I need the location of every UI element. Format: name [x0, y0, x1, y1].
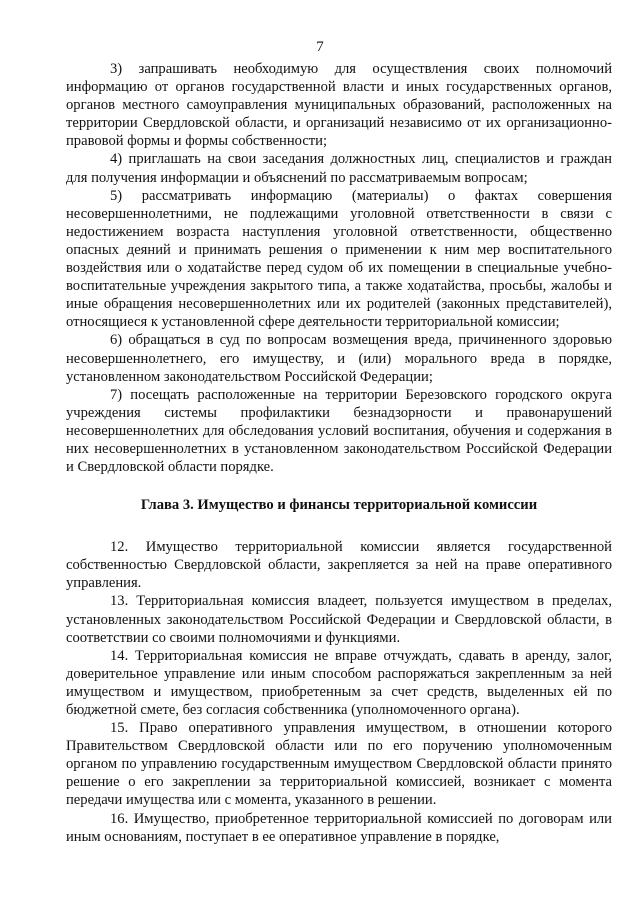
clause-15: 15. Право оперативного управления имуществом, в отношении которого Правительством Свердловской области или по его поручению уполномоченным органом по управлению государственным имуществом Свердловской области принято решение о его закреплении за территориальной комиссией, возникает с момента передачи имущества или с момента, указанного в решении. [66, 720, 612, 809]
list-item-4: 4) приглашать на свои заседания должностных лиц, специалистов и граждан для получения информации и объяснений по рассматриваемым вопросам; [66, 151, 612, 186]
list-item-7: 7) посещать расположенные на территории Березовского городского округа учреждения системы профилактики безнадзорности и правонарушений несовершеннолетних для обследования условий воспитания, обучения и содержания в них несовершеннолетних в установленном законодательством Российской Федерации и Свердловской области порядке. [66, 386, 612, 476]
list-item-5: 5) рассматривать информацию (материалы) о фактах совершения несовершеннолетними, не подлежащими уголовной ответственности в связи с недостижением возраста наступления уголовной ответственности, общественно опасных деяний и принимать решения о применении к ним мер воспитательного воздействия или о ходатайстве перед судом об их помещении в специальные учебно-воспитательные учреждения закрытого типа, а также ходатайства, просьбы, жалобы и иные обращения несовершеннолетних или их родителей (законных представителей), относящиеся к установленной сфере деятельности территориальной комиссии; [66, 187, 612, 331]
chapter-heading: Глава 3. Имущество и финансы территориальной комиссии [140, 497, 538, 514]
clause-12: 12. Имущество территориальной комиссии является государственной собственностью Свердловской области, закрепляется за ней на праве оперативного управления. [66, 539, 612, 592]
clause-16: 16. Имущество, приобретенное территориальной комиссией по договорам или иным основаниям, поступает в ее оперативное управление в порядке, [66, 810, 612, 845]
list-item-3: 3) запрашивать необходимую для осуществления своих полномочий информацию от органов государственной власти и иных государственных органов, органов местного самоуправления муниципальных образований, расположенных на территории Свердловской области, и организаций независимо от их организационно-правовой формы и формы собственности; [66, 61, 612, 150]
clause-14: 14. Территориальная комиссия не вправе отчуждать, сдавать в аренду, залог, доверительное управление или иным способом распоряжаться закрепленным за ней имуществом и имуществом, приобретенным за счет средств, выделенных ей по бюджетной смете, без согласия собственника (уполномоченного органа). [66, 647, 612, 718]
page-number: 7 [316, 39, 324, 55]
list-item-6: 6) обращаться в суд по вопросам возмещения вреда, причиненного здоровью несовершеннолетнего, его имуществу, и (или) морального вреда в порядке, установленном законодательством Российской Федерации; [66, 332, 612, 385]
document-body [66, 60, 612, 846]
clause-13: 13. Территориальная комиссия владеет, пользуется имуществом в пределах, установленных законодательством Российской Федерации и Свердловской области, в соответствии со своими полномочиями и функциями. [66, 593, 612, 646]
